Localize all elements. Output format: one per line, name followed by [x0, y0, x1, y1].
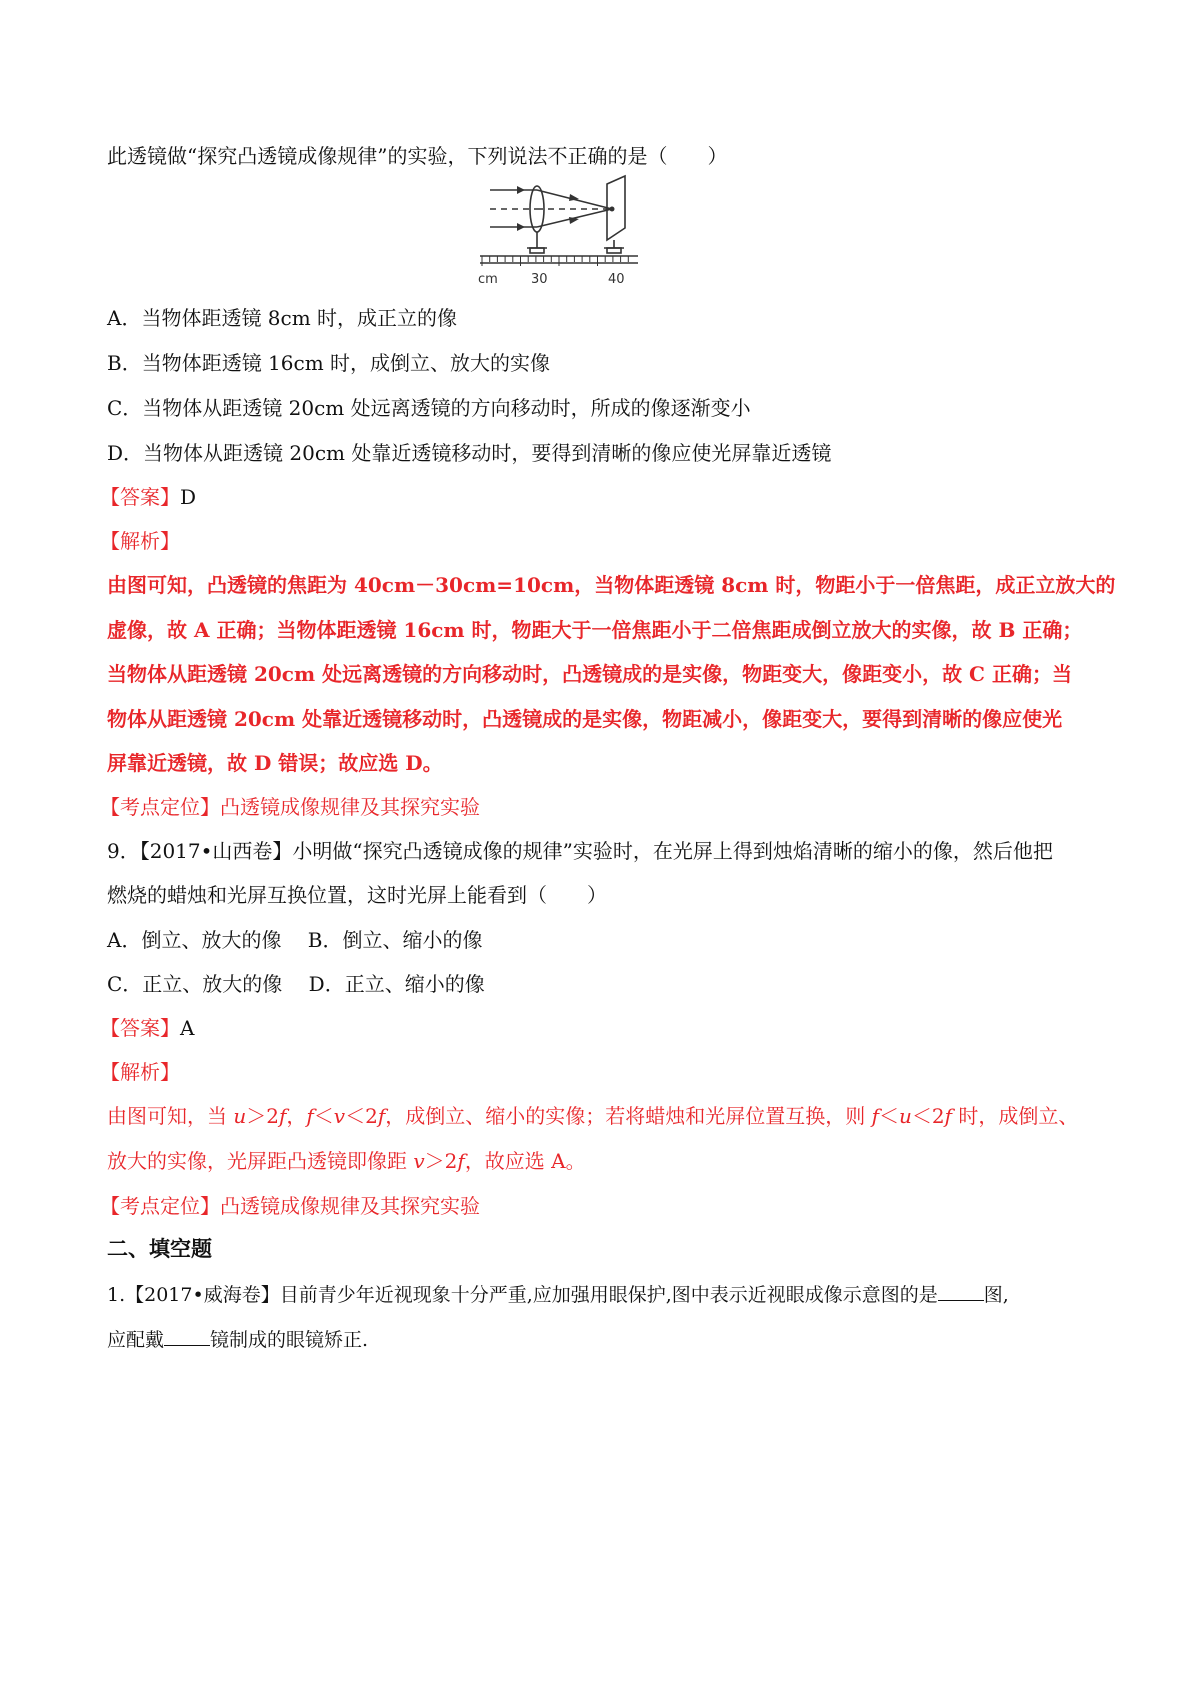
q8-stem: 此透镜做“探究凸透镜成像规律”的实验，下列说法不正确的是（ ）: [107, 144, 728, 168]
q9-answer: [100, 1015, 194, 1041]
q8-option-b: B．当物体距透镜 16cm 时，成倒立、放大的实像: [107, 351, 551, 375]
q9-analysis-line: 由图可知，当 u＞2f，f＜v＜2f，成倒立、缩小的实像；若将蜡烛和光屏位置互换，则 f＜u＜2f 时，成倒立、: [107, 1104, 1079, 1128]
q8-analysis-line: 物体从距透镜 20cm 处靠近透镜移动时，凸透镜成的是实像，物距减小，像距变大，要得到清晰的像应使光: [107, 707, 1063, 731]
section-title: 二、填空题: [107, 1236, 212, 1261]
answer-blank[interactable]: [938, 1282, 984, 1301]
ruler-tick-label-40: 40: [608, 272, 625, 287]
q8-analysis-label: 【解析】: [100, 529, 180, 553]
q9-analysis-line: 放大的实像，光屏距凸透镜即像距 v＞2f，故应选 A。: [107, 1149, 586, 1173]
focal-point: [610, 207, 615, 212]
q9-knowledge-point: [100, 1193, 480, 1219]
ruler-tick-label-30: 30: [531, 272, 548, 287]
q8-option-d: D．当物体从距透镜 20cm 处靠近透镜移动时，要得到清晰的像应使光屏靠近透镜: [107, 441, 832, 465]
q9-options-row-1: A．倒立、放大的像 B．倒立、缩小的像: [107, 928, 483, 952]
q8-analysis-line: 由图可知，凸透镜的焦距为 40cm－30cm=10cm，当物体距透镜 8cm 时，物距小于一倍焦距，成正立放大的: [107, 573, 1116, 597]
answer-label: 【答案】: [100, 485, 180, 509]
q8-analysis-line: 当物体从距透镜 20cm 处远离透镜的方向移动时，凸透镜成的是实像，物距变大，像距变小，故 C 正确；当: [107, 662, 1072, 686]
answer-label: 【答案】: [100, 1016, 180, 1040]
q8-option-a: A．当物体距透镜 8cm 时，成正立的像: [107, 306, 458, 330]
ruler-ticks: [482, 256, 628, 266]
q8-analysis-line: 虚像，故 A 正确；当物体距透镜 16cm 时，物距大于一倍焦距小于二倍焦距成倒立放大的实像，故 B 正确；: [107, 618, 1083, 642]
knowledge-point-text: 凸透镜成像规律及其探究实验: [220, 795, 480, 819]
q9-stem-line-1: 9．【2017•山西卷】小明做“探究凸透镜成像的规律”实验时，在光屏上得到烛焰清晰的缩小的像，然后他把: [107, 839, 1053, 863]
answer-blank[interactable]: [164, 1327, 210, 1346]
knowledge-point-label: 【考点定位】: [100, 795, 220, 819]
q8-answer: [100, 484, 196, 510]
fill-question-1-line-1: 1.【2017•威海卷】目前青少年近视现象十分严重,应加强用眼保护,图中表示近视眼成像示意图的是 图,: [107, 1284, 1009, 1306]
q8-knowledge-point: [100, 794, 480, 820]
arrow-icon: [517, 186, 525, 194]
q9-options-row-2: C．正立、放大的像 D．正立、缩小的像: [107, 972, 485, 996]
arrow-icon: [517, 223, 525, 231]
q9-analysis-label: 【解析】: [100, 1060, 180, 1084]
refracted-ray-bottom: [537, 209, 612, 227]
knowledge-point-text: 凸透镜成像规律及其探究实验: [220, 1194, 480, 1218]
q8-option-c: C．当物体从距透镜 20cm 处远离透镜的方向移动时，所成的像逐渐变小: [107, 396, 751, 420]
answer-value: A: [180, 1016, 195, 1040]
answer-value: D: [180, 485, 197, 509]
fill-question-1-line-2: 应配戴 镜制成的眼镜矫正.: [107, 1329, 369, 1351]
ruler-unit-label: cm: [478, 272, 498, 287]
knowledge-point-label: 【考点定位】: [100, 1194, 220, 1218]
lens-experiment-figure: [0, 0, 1200, 320]
q8-analysis-line: 屏靠近透镜，故 D 错误；故应选 D。: [107, 751, 443, 775]
q9-stem-line-2: 燃烧的蜡烛和光屏互换位置，这时光屏上能看到（ ）: [107, 883, 607, 907]
